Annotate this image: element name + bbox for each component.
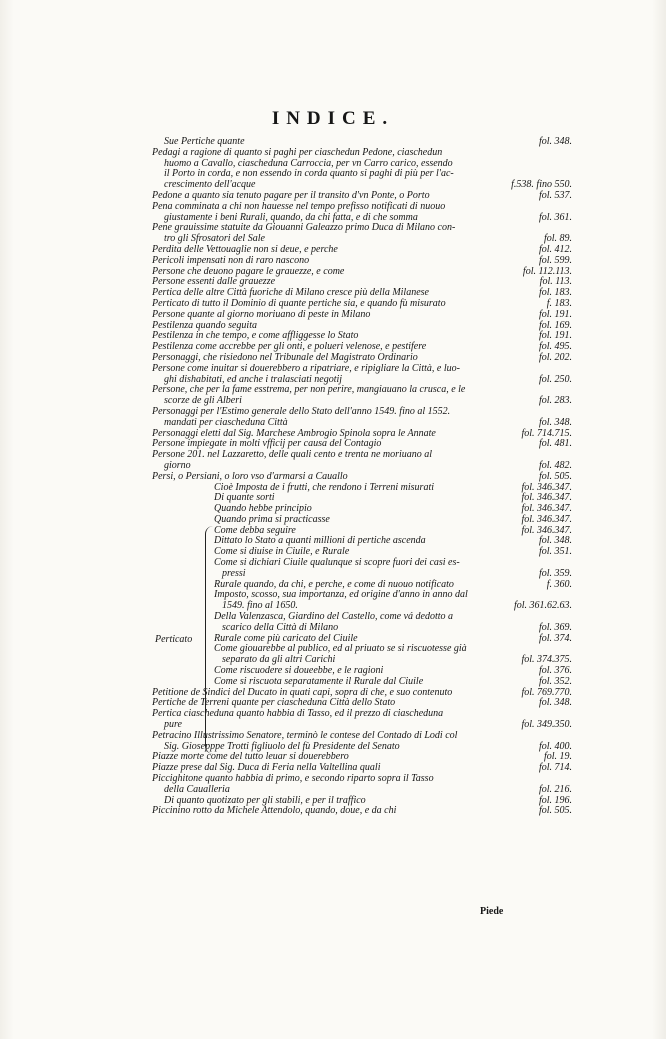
entry-text: Persone quante al giorno moriuano di peste in Milano bbox=[152, 308, 371, 320]
entry-folio: fol. 191. bbox=[538, 330, 572, 342]
entry-text: Piccinino rotto da Michele Attendolo, quando, doue, e da chi bbox=[152, 805, 397, 817]
entry-text: Come riscuodere si doueebbe, e le ragioni bbox=[214, 665, 384, 677]
entry-folio: fol. 113. bbox=[539, 276, 572, 288]
entry-text: Petitione de Sindici del Ducato in quati capi, sopra di che, e suo contenuto bbox=[152, 686, 453, 698]
entry-folio: fol. 482. bbox=[538, 459, 572, 471]
entry-folio: fol. 169. bbox=[538, 319, 572, 331]
entry-folio: fol. 349.350. bbox=[521, 719, 572, 731]
entry-text: Dittato lo Stato a quanti millioni di pertiche ascenda bbox=[214, 535, 426, 547]
index-entry bbox=[152, 148, 572, 159]
entry-text: Pene grauissime statuite da Giouanni Galeazzo primo Duca di Milano con- bbox=[152, 222, 456, 234]
entry-text: Quando hebbe principio bbox=[214, 503, 312, 515]
entry-folio: f. 360. bbox=[546, 578, 572, 590]
entry-folio: fol. 374.375. bbox=[521, 654, 572, 666]
page-title: INDICE. bbox=[271, 108, 395, 129]
entry-folio: fol. 537. bbox=[538, 189, 572, 201]
entry-folio: fol. 714. bbox=[538, 762, 572, 774]
entry-text: ghi dishabitati, ed anche i tralasciati negotij bbox=[164, 373, 343, 385]
entry-text: Sig. Giosepppe Trotti figliuolo del fù Presidente del Senato bbox=[164, 740, 400, 752]
entry-folio: fol. 412. bbox=[538, 243, 572, 255]
entry-folio: fol. 191. bbox=[538, 308, 572, 320]
entry-text: Persi, o Persiani, o loro vso d'armarsi a Cauallo bbox=[152, 470, 348, 482]
entry-text: Pericoli impensati non di raro nascono bbox=[152, 254, 310, 266]
entry-text: Come debba seguire bbox=[214, 524, 296, 536]
entry-text: Persone essenti dalle grauezze bbox=[152, 276, 276, 288]
catchword: Piede bbox=[480, 906, 504, 917]
entry-folio: fol. 481. bbox=[538, 438, 572, 450]
entry-folio: fol. 352. bbox=[538, 675, 572, 687]
entry-folio: fol. 346.347. bbox=[521, 503, 572, 515]
entry-text: tro gli Sfrosatori del Sale bbox=[164, 233, 265, 245]
entry-text: Persone, che per la fame esstrema, per non perire, mangiauano la crusca, e le bbox=[152, 384, 466, 396]
entry-folio: fol. 400. bbox=[538, 740, 572, 752]
entry-text: Pertiche de Terreni quante per ciascheduna Città dello Stato bbox=[152, 697, 396, 709]
entry-folio: fol. 112.113. bbox=[522, 265, 572, 277]
index-entry bbox=[152, 472, 572, 483]
entry-text: Pertica ciascheduna quanto habbia di Tasso, ed il prezzo di ciascheduna bbox=[152, 708, 444, 720]
entry-text: Quando prima si practicasse bbox=[214, 513, 330, 525]
entry-folio: fol. 89. bbox=[543, 233, 572, 245]
entry-folio: fol. 374. bbox=[538, 632, 572, 644]
entry-text: Pestilenza come accrebbe per gli onti, e polueri velenose, e pestifere bbox=[152, 341, 427, 353]
entry-folio: fol. 495. bbox=[538, 341, 572, 353]
entry-folio: fol. 361.62.63. bbox=[513, 600, 572, 612]
entry-text: Petracino Illustrissimo Senatore, terminò le contese del Contado di Lodi col bbox=[152, 729, 458, 741]
entry-text: pressi bbox=[222, 567, 246, 579]
entry-folio: f.538. fino 550. bbox=[511, 179, 572, 191]
entry-text: mandati per ciascheduna Città bbox=[164, 416, 288, 428]
entry-folio: fol. 196. bbox=[538, 794, 572, 806]
index-entry bbox=[152, 806, 572, 817]
perticato-brace bbox=[205, 526, 218, 754]
index-entry bbox=[152, 418, 572, 429]
entry-text: Piazze prese dal Sig. Duca di Feria nella Valtellina quali bbox=[152, 762, 381, 774]
entry-text: giorno bbox=[164, 459, 191, 471]
index-entry bbox=[152, 450, 572, 461]
entry-folio: fol. 359. bbox=[538, 567, 572, 579]
entry-text: giustamente i beni Rurali, quando, da chi fatta, e di che somma bbox=[164, 211, 418, 223]
entry-folio: f. 183. bbox=[546, 297, 572, 309]
entry-folio: fol. 250. bbox=[538, 373, 572, 385]
entry-text: Rurale quando, da chi, e perche, e come di nuouo notificato bbox=[214, 578, 454, 590]
entry-text: huomo a Cavallo, ciascheduna Carroccia, per vn Carro carico, essendo bbox=[164, 157, 453, 169]
entry-folio: fol. 348. bbox=[538, 136, 572, 147]
entry-folio: fol. 183. bbox=[538, 287, 572, 299]
entry-text: Di quanto quotizato per gli stabili, e per il traffico bbox=[164, 794, 366, 806]
entry-text: Come giouarebbe al publico, ed al priuato se si riscuotesse già bbox=[214, 643, 467, 655]
entry-text: 1549. fino al 1650. bbox=[222, 600, 298, 612]
index-entry bbox=[152, 364, 572, 375]
entry-folio: fol. 283. bbox=[538, 395, 572, 407]
index-entry bbox=[152, 256, 572, 267]
entry-text: Personaggi per l'Estimo generale dello Stato dell'anno 1549. fino al 1552. bbox=[152, 405, 451, 417]
entry-text: Persone che deuono pagare le grauezze, e come bbox=[152, 265, 345, 277]
entry-text: Piazze morte come del tutto leuar si douerebbero bbox=[152, 751, 349, 763]
entry-text: pure bbox=[164, 719, 182, 731]
index-entry bbox=[152, 310, 572, 321]
entry-text: Come si dichiari Ciuile qualunque si scopre fuori dei casi es- bbox=[214, 557, 460, 569]
entry-folio: fol. 202. bbox=[538, 351, 572, 363]
entry-folio: fol. 346.347. bbox=[521, 524, 572, 536]
entry-folio: fol. 19. bbox=[543, 751, 572, 763]
entry-folio: fol. 346.347. bbox=[521, 492, 572, 504]
entry-text: Piccighitone quanto habbia di primo, e secondo riparto sopra il Tasso bbox=[152, 773, 434, 785]
entry-text: Persone come inuitar si douerebbero a ripatriare, e ripigliare la Città, e luo- bbox=[152, 362, 460, 374]
entry-text: Personaggi eletti dal Sig. Marchese Ambrogio Spinola sopra le Annate bbox=[152, 427, 436, 439]
entry-text: scorze de gli Alberi bbox=[164, 395, 242, 407]
entry-text: Pertica delle altre Città fuoriche di Milano cresce più della Milanese bbox=[152, 287, 429, 299]
entry-folio: fol. 348. bbox=[538, 416, 572, 428]
entry-folio: fol. 599. bbox=[538, 254, 572, 266]
entry-text: Della Valenzasca, Giardino del Castello, come vá dedotto a bbox=[214, 611, 454, 623]
entry-text: Pedone a quanto sia tenuto pagare per il transito d'vn Ponte, o Porto bbox=[152, 189, 430, 201]
entry-folio: fol. 216. bbox=[538, 783, 572, 795]
entry-folio: fol. 505. bbox=[538, 805, 572, 817]
entry-text: Di quante sorti bbox=[214, 492, 275, 504]
entry-text: Personaggi, che risiedono nel Tribunale del Magistrato Ordinario bbox=[152, 351, 418, 363]
entry-folio: fol. 351. bbox=[538, 546, 572, 558]
entry-folio: fol. 346.347. bbox=[521, 513, 572, 525]
entry-text: Pestilenza quando seguita bbox=[152, 319, 257, 331]
entry-text: Perdita delle Vettouaglie non si deue, e perche bbox=[152, 243, 338, 255]
entry-folio: fol. 714.715. bbox=[521, 427, 572, 439]
entry-folio: fol. 505. bbox=[538, 470, 572, 482]
entry-text: Cioè Imposta de i frutti, che rendono i Terreni misurati bbox=[214, 481, 434, 493]
entry-text: Pedagi a ragione di quanto si paghi per ciaschedun Pedone, ciaschedun bbox=[152, 146, 443, 158]
entry-text: Perticato di tutto il Dominio di quante pertiche sia, e quando fù misurato bbox=[152, 297, 446, 309]
entry-text: Persone 201. nel Lazzaretto, delle quali cento e trenta ne moriuano al bbox=[152, 449, 433, 461]
entry-folio: fol. 361. bbox=[538, 211, 572, 223]
entry-text: Persone impiegate in molti vfficij per causa del Contagio bbox=[152, 438, 382, 450]
entry-folio: fol. 369. bbox=[538, 621, 572, 633]
perticato-label: Perticato bbox=[155, 634, 193, 645]
entry-text: Come si diuise in Ciuile, e Rurale bbox=[214, 546, 350, 558]
entry-text: scarico della Città di Milano bbox=[222, 621, 339, 633]
entry-text: Rurale come più caricato del Ciuile bbox=[214, 632, 358, 644]
entry-text: Imposto, scosso, sua importanza, ed origine d'anno in anno dal bbox=[214, 589, 468, 601]
entry-text: separato da gli altri Carichi bbox=[222, 654, 336, 666]
entry-text: Come si riscuota separatamente il Rurale dal Ciuile bbox=[214, 675, 424, 687]
index-entry bbox=[152, 202, 572, 213]
entry-text: Pestilenza in che tempo, e come affliggesse lo Stato bbox=[152, 330, 359, 342]
entry-folio: fol. 346.347. bbox=[521, 481, 572, 493]
index-entry bbox=[152, 785, 572, 796]
entry-folio: fol. 376. bbox=[538, 665, 572, 677]
entry-text: Pena comminata a chi non hauesse nel tempo prefisso notificati di nuouo bbox=[152, 200, 446, 212]
entry-folio: fol. 348. bbox=[538, 535, 572, 547]
entry-folio: fol. 348. bbox=[538, 697, 572, 709]
entry-folio: fol. 769.770. bbox=[521, 686, 572, 698]
entry-text: crescimento dell'acque bbox=[164, 179, 256, 191]
entry-text: della Caualleria bbox=[164, 783, 230, 795]
entry-text: Sue Pertiche quante bbox=[164, 136, 245, 147]
entry-text: il Porto in corda, e non essendo in corda quanto si paghi di più per l'ac- bbox=[164, 168, 454, 180]
